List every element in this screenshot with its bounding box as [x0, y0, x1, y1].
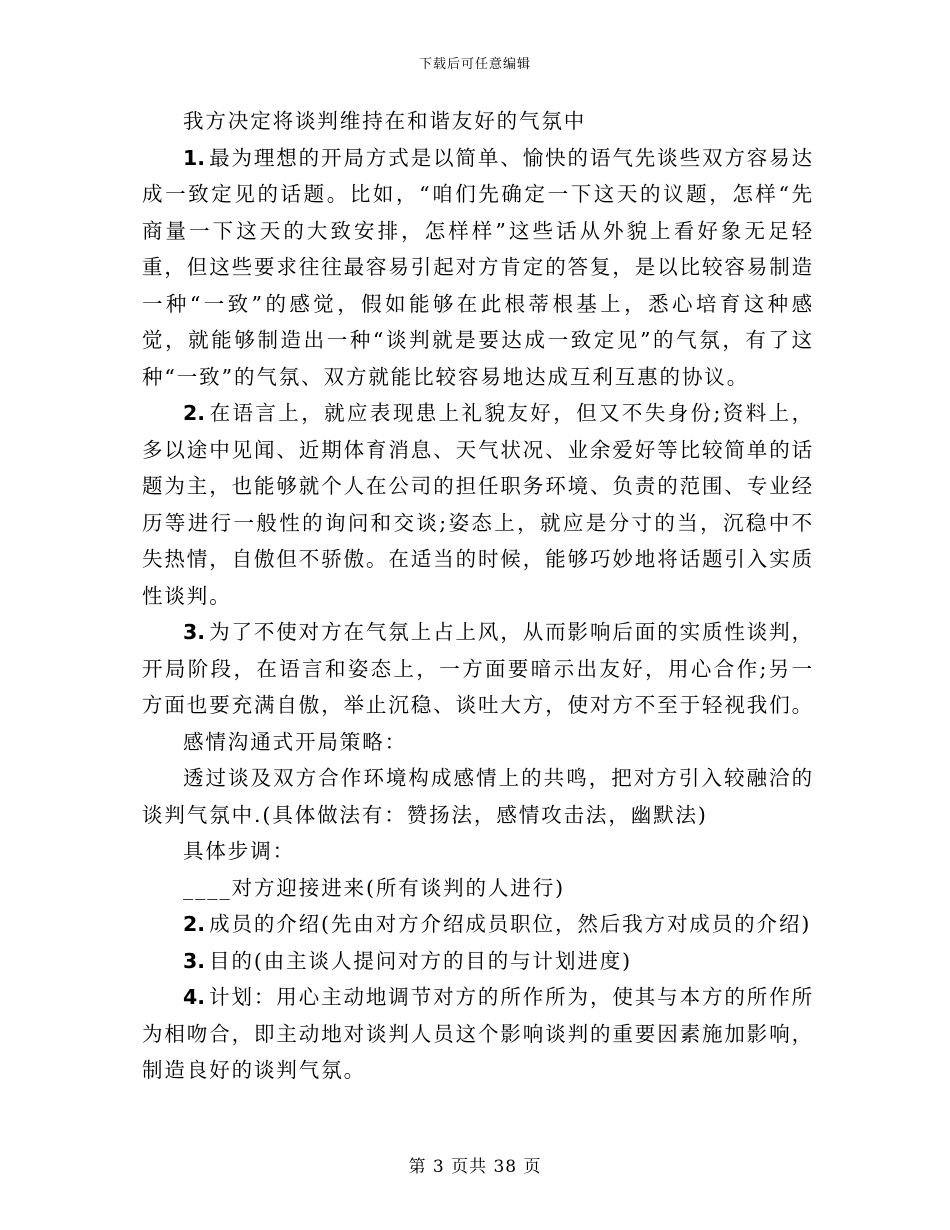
- paragraph: [142, 979, 814, 1089]
- paragraph: [142, 395, 814, 614]
- paragraph: [142, 614, 814, 724]
- page-footer: 第 3 页共 38 页: [408, 1157, 542, 1177]
- paragraph-text: 在语言上，就应表现患上礼貌友好，但又不失身份;资料上，多以途中见闻、近期体育消息、天气状况、业余爱好等比较简单的话题为主，也能够就个人在公司的担任职务环境、负责的范围、专业经历等进行一般性的询问和交谈;姿态上，就应是分寸的当，沉稳中不失热情，自傲但不骄傲。在适当的时候，能够巧妙地将话题引入实质性谈判。: [142, 401, 814, 608]
- page-header: 下载后可任意编辑: [418, 57, 531, 72]
- paragraph: [142, 943, 814, 980]
- list-number: 4.: [183, 985, 206, 1009]
- paragraph: [142, 833, 814, 870]
- paragraph-text: 成员的介绍(先由对方介绍成员职位，然后我方对成员的介绍): [209, 912, 812, 936]
- paragraph-text: 目的(由主谈人提问对方的目的与计划进度): [209, 948, 633, 973]
- paragraph-text: 最为理想的开局方式是以简单、愉快的语气先谈些双方容易达成一致定见的话题。比如，“咱们先确定一下这天的议题，怎样“先商量一下这天的大致安排，怎样样”这些话从外貌上看好象无足轻重，但这些要求往往最容易引起对方肯定的答复，是以比较容易制造一种“一致”的感觉，假如能够在此根蒂根基上，悉心培育这种感觉，就能够制造出一种“谈判就是要达成一致定见”的气氛，有了这种“一致”的气氛、双方就能比较容易地达成互利互惠的协议。: [142, 145, 814, 389]
- list-number: 2.: [183, 401, 206, 425]
- list-number: 2.: [183, 912, 206, 936]
- paragraph: [142, 906, 814, 943]
- paragraph-text: 为了不使对方在气氛上占上风，从而影响后面的实质性谈判，开局阶段，在语言和姿态上，一方面要暗示出友好，用心合作;另一方面也要充满自傲，举止沉稳、谈吐大方，使对方不至于轻视我们。: [142, 620, 814, 717]
- paragraph: [142, 870, 814, 907]
- document-body: [142, 103, 814, 1089]
- paragraph-text: 具体步调：: [183, 839, 295, 863]
- paragraph-text: 感情沟通式开局策略：: [183, 729, 407, 754]
- list-number: 3.: [183, 948, 206, 973]
- paragraph-text: 透过谈及双方合作环境构成感情上的共鸣，把对方引入较融洽的谈判气氛中.(具体做法有：赞扬法，感情攻击法，幽默法): [142, 766, 814, 827]
- paragraph-text: 我方决定将谈判维持在和谐友好的气氛中: [183, 109, 587, 133]
- paragraph: [142, 724, 814, 761]
- paragraph-text: 计划：用心主动地调节对方的所作所为，使其与本方的所作所为相吻合，即主动地对谈判人员这个影响谈判的重要因素施加影响，制造良好的谈判气氛。: [142, 985, 814, 1082]
- paragraph: [142, 140, 814, 396]
- list-number: 1.: [183, 145, 206, 170]
- paragraph: [142, 760, 814, 833]
- list-number: 3.: [183, 620, 206, 644]
- paragraph: [142, 103, 814, 140]
- paragraph-text: ____对方迎接进来(所有谈判的人进行): [183, 875, 565, 900]
